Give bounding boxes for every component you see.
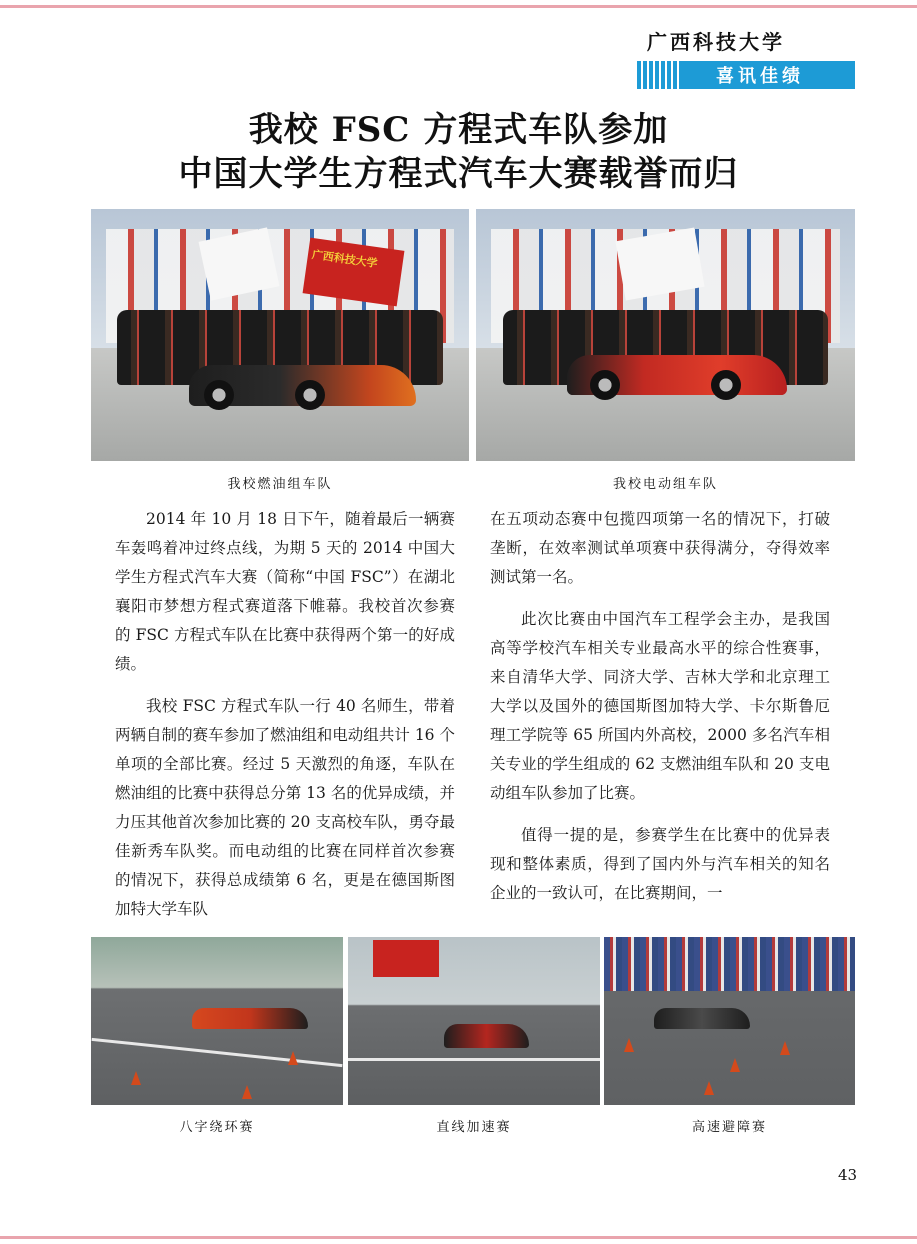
photo-race-car bbox=[192, 1008, 308, 1030]
article-paragraph: 值得一提的是，参赛学生在比赛中的优异表现和整体素质，得到了国内外与汽车相关的知名企业的一致认可，在比赛期间，一 bbox=[490, 826, 830, 902]
photo-wheel bbox=[590, 370, 620, 400]
photo-cone bbox=[288, 1051, 298, 1065]
photo-caption-acceleration: 直线加速赛 bbox=[436, 1120, 512, 1135]
photo-billboard bbox=[373, 940, 439, 977]
photo-cone bbox=[780, 1041, 790, 1055]
photo-fuel-team bbox=[91, 209, 469, 461]
article-left-column bbox=[115, 505, 455, 937]
bottom-border bbox=[0, 1236, 917, 1239]
photo-caption-obstacle: 高速避障赛 bbox=[691, 1120, 767, 1135]
masthead-section-label: 喜讯佳绩 bbox=[716, 66, 804, 87]
masthead-stripes bbox=[635, 61, 681, 89]
photo-electric-team bbox=[476, 209, 855, 461]
photo-cone bbox=[624, 1038, 634, 1052]
photo-figure-eight-race bbox=[91, 937, 343, 1105]
masthead-university: 广西科技大学 bbox=[647, 30, 785, 54]
article-paragraph: 2014 年 10 月 18 日下午，随着最后一辆赛车轰鸣着冲过终点线，为期 5 天的 2014 中国大学生方程式汽车大赛（简称“中国 FSC”）在湖北襄阳市梦想方程式赛道落下帷幕。我校首次参赛的 FSC 方程式车队在比赛中获得两个第一的好成绩。 bbox=[115, 510, 455, 673]
photo-straight-acceleration bbox=[348, 937, 600, 1105]
photo-race-car bbox=[654, 1008, 749, 1030]
masthead-section-bar bbox=[635, 61, 855, 89]
photo-cone bbox=[704, 1081, 714, 1095]
page-number: 43 bbox=[838, 1166, 858, 1184]
article-paragraph: 我校 FSC 方程式车队一行 40 名师生，带着两辆自制的赛车参加了燃油组和电动组共计 16 个单项的全部比赛。经过 5 天激烈的角逐，车队在燃油组的比赛中获得总分第 13 名的优异成绩，并力压其他首次参加比赛的 20 支高校车队，勇夺最佳新秀车队奖。而电动组的比赛在同样首次参赛的情况下，获得总成绩第 6 名，更是在德国斯图加特大学车队 bbox=[115, 697, 455, 918]
article-paragraph: 此次比赛由中国汽车工程学会主办，是我国高等学校汽车相关专业最高水平的综合性赛事，来自清华大学、同济大学、吉林大学和北京理工大学以及国外的德国斯图加特大学、卡尔斯鲁厄理工学院等 65 所国内外高校，2000 多名汽车相关专业的学生组成的 62 支燃油组车队和 20 支电动组车队参加了比赛。 bbox=[490, 610, 830, 802]
photo-cone bbox=[131, 1071, 141, 1085]
article-right-column bbox=[490, 505, 830, 921]
photo-caption-figure-eight: 八字绕环赛 bbox=[179, 1120, 255, 1135]
photo-caption-electric-team: 我校电动组车队 bbox=[612, 477, 718, 492]
photo-cone bbox=[730, 1058, 740, 1072]
photo-crowd bbox=[604, 937, 855, 991]
top-border bbox=[0, 5, 917, 8]
article-paragraph: 在五项动态赛中包揽四项第一名的情况下，打破垄断，在效率测试单项赛中获得满分，夺得效率测试第一名。 bbox=[490, 510, 830, 586]
masthead bbox=[635, 26, 855, 89]
photo-caption-fuel-team: 我校燃油组车队 bbox=[227, 477, 333, 492]
headline-line-1: 我校 FSC 方程式车队参加 bbox=[248, 110, 669, 150]
photo-high-speed-obstacle bbox=[604, 937, 855, 1105]
flag-text: 广西科技大学 bbox=[311, 248, 379, 271]
headline-line-2: 中国大学生方程式汽车大赛载誉而归 bbox=[178, 154, 739, 194]
photo-track-line bbox=[348, 1058, 600, 1061]
photo-cone bbox=[242, 1085, 252, 1099]
photo-race-car bbox=[444, 1024, 530, 1048]
